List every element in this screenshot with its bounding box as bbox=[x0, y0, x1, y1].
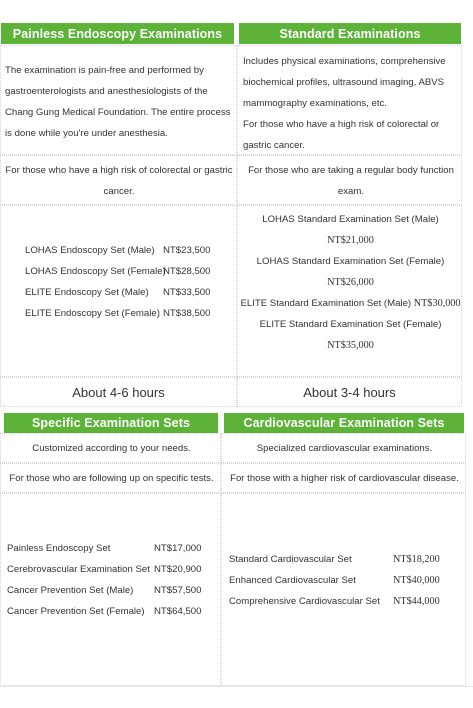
list-item bbox=[7, 538, 201, 559]
list-item bbox=[229, 591, 440, 612]
painless-price-list bbox=[25, 240, 210, 324]
standard-description bbox=[243, 51, 461, 156]
price-item-name: Cancer Prevention Set (Male) bbox=[7, 585, 134, 596]
painless-duration-cell bbox=[0, 377, 237, 407]
list-item bbox=[7, 601, 201, 622]
specific-audience: For those who are following up on specific tests. bbox=[9, 473, 214, 484]
specific-header: Specific Examination Sets bbox=[4, 413, 218, 433]
standard-description-line-4: For those who have a high risk of colorectal or bbox=[243, 119, 440, 130]
painless-header: Painless Endoscopy Examinations bbox=[1, 23, 234, 44]
standard-header: Standard Examinations bbox=[239, 23, 461, 44]
specific-description: Customized according to your needs. bbox=[32, 443, 191, 454]
price-item-value: NT$18,200 bbox=[393, 554, 440, 565]
standard-audience: For those who are taking a regular body function exam. bbox=[248, 165, 454, 197]
list-item bbox=[25, 303, 210, 324]
standard-duration-cell bbox=[237, 377, 462, 407]
price-item-name: Enhanced Cardiovascular Set bbox=[229, 575, 356, 586]
list-item bbox=[25, 240, 210, 261]
specific-price-list bbox=[7, 538, 201, 622]
standard-price-value-4: NT$35,000 bbox=[327, 340, 374, 351]
standard-description-line-3: mammography examinations, etc. bbox=[243, 98, 387, 109]
price-item-name: Standard Cardiovascular Set bbox=[229, 554, 352, 565]
cardio-header: Cardiovascular Examination Sets bbox=[224, 413, 464, 433]
price-item-value: NT$33,500 bbox=[163, 287, 211, 298]
price-item-name: LOHAS Endoscopy Set (Female) bbox=[25, 266, 166, 277]
cardio-audience-cell bbox=[221, 463, 466, 493]
list-item bbox=[229, 570, 440, 591]
price-item-value: NT$57,500 bbox=[154, 585, 202, 596]
standard-price-value-2: NT$26,000 bbox=[327, 277, 374, 288]
painless-audience-cell bbox=[0, 155, 237, 205]
price-item-value: NT$40,000 bbox=[393, 575, 440, 586]
painless-audience: For those who have a high risk of colorectal or gastric cancer. bbox=[5, 165, 233, 197]
price-item-value: NT$23,500 bbox=[163, 245, 211, 256]
price-item-name: ELITE Endoscopy Set (Male) bbox=[25, 287, 149, 298]
painless-prices-cell bbox=[0, 205, 237, 377]
standard-price-name-1: LOHAS Standard Examination Set (Male) bbox=[262, 214, 439, 225]
standard-price-name-3: ELITE Standard Examination Set (Male) bbox=[240, 298, 412, 309]
price-item-name: Comprehensive Cardiovascular Set bbox=[229, 596, 380, 607]
price-item-name: Cancer Prevention Set (Female) bbox=[7, 606, 145, 617]
standard-audience-cell bbox=[237, 155, 462, 205]
price-item-value: NT$44,000 bbox=[393, 596, 440, 607]
list-item bbox=[7, 559, 201, 580]
specific-prices-cell bbox=[0, 493, 221, 686]
list-item bbox=[25, 282, 210, 303]
cardio-audience: For those with a higher risk of cardiovascular disease. bbox=[230, 473, 459, 484]
standard-price-list bbox=[238, 209, 463, 356]
price-item-value: NT$20,900 bbox=[154, 564, 202, 575]
standard-description-line-5: gastric cancer. bbox=[243, 140, 305, 151]
list-item bbox=[7, 580, 201, 601]
price-item-value: NT$64,500 bbox=[154, 606, 202, 617]
standard-duration: About 3-4 hours bbox=[303, 384, 396, 400]
list-item bbox=[229, 549, 440, 570]
price-item-name: Painless Endoscopy Set bbox=[7, 543, 111, 554]
standard-description-line-2: biochemical profiles, ultrasound imaging, ABVS bbox=[243, 77, 445, 88]
standard-price-value-1: NT$21,000 bbox=[327, 235, 374, 246]
bottom-divider bbox=[0, 686, 473, 687]
price-item-name: ELITE Endoscopy Set (Female) bbox=[25, 308, 160, 319]
cardio-price-list bbox=[229, 549, 440, 612]
painless-description-cell bbox=[0, 45, 237, 155]
cardio-description: Specialized cardiovascular examinations. bbox=[256, 443, 433, 454]
specific-audience-cell bbox=[0, 463, 221, 493]
standard-prices-cell bbox=[237, 205, 462, 377]
price-item-value: NT$17,000 bbox=[154, 543, 202, 554]
standard-price-row-3 bbox=[238, 293, 463, 314]
cardio-description-cell bbox=[221, 433, 466, 463]
standard-price-name-4: ELITE Standard Examination Set (Female) bbox=[259, 319, 442, 330]
standard-price-name-2: LOHAS Standard Examination Set (Female) bbox=[256, 256, 445, 267]
price-item-value: NT$38,500 bbox=[163, 308, 211, 319]
list-item bbox=[25, 261, 210, 282]
price-item-name: Cerebrovascular Examination Set bbox=[7, 564, 150, 575]
specific-description-cell bbox=[0, 433, 221, 463]
cardio-prices-cell bbox=[221, 493, 466, 686]
price-item-name: LOHAS Endoscopy Set (Male) bbox=[25, 245, 155, 256]
painless-duration: About 4-6 hours bbox=[72, 384, 165, 400]
painless-description: The examination is pain-free and performed by gastroenterologists and anesthesiologists of the Chang Gung Medical Foundation. The entire process is done while you're under anesthesia. bbox=[5, 65, 231, 139]
standard-description-cell bbox=[237, 45, 462, 155]
price-item-value: NT$28,500 bbox=[163, 266, 211, 277]
standard-description-line-1: Includes physical examinations, comprehensive bbox=[243, 56, 446, 67]
standard-price-value-3: NT$30,000 bbox=[413, 298, 461, 309]
